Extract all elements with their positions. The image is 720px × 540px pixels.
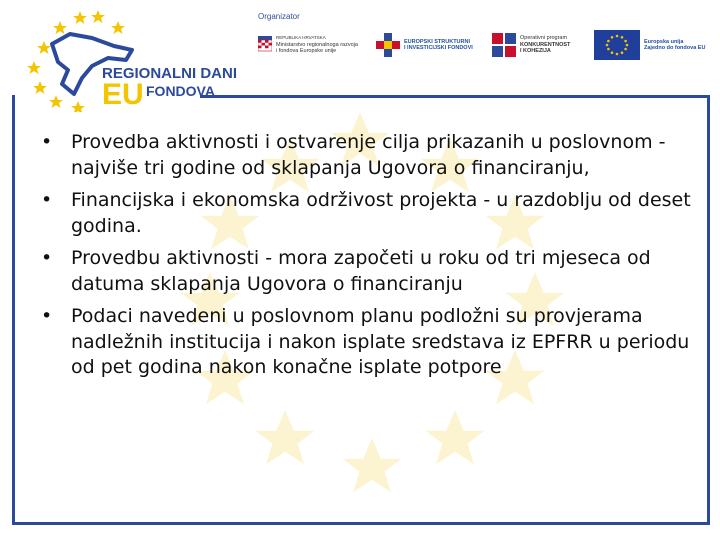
- logo-eu: EU: [102, 78, 144, 111]
- bullet-item: [38, 130, 698, 181]
- ministry-line2: Ministarstvo regionalnoga razvoja: [276, 41, 358, 48]
- bullet-item: [38, 304, 698, 381]
- bullet-dot: •: [41, 189, 53, 211]
- esif-squares-icon: [376, 33, 400, 57]
- regionalni-dani-logo: [22, 10, 252, 112]
- opkk-line2: KONKURENTNOST: [520, 41, 571, 48]
- eu-line1: Europska unija: [644, 38, 684, 45]
- opkk-squares-icon: [492, 33, 516, 57]
- eu-line2: Zajedno do fondova EU: [644, 45, 706, 51]
- bullet-list: [38, 130, 698, 381]
- opkk-logo: [492, 28, 570, 62]
- opkk-line1: Operativni program: [520, 35, 568, 42]
- ministry-logo: [258, 28, 358, 62]
- bullet-dot: •: [41, 305, 53, 327]
- bullet-text: Provedba aktivnosti i ostvarenje cilja prikazanih u poslovnom - najviše tri godine od sklapanja Ugovora o financiranju,: [71, 131, 666, 179]
- ministry-line1: REPUBLIKA HRVATSKA: [276, 35, 326, 41]
- slide-header: [0, 0, 720, 110]
- opkk-line3: I KOHEZIJA: [520, 48, 551, 55]
- bullet-item: [38, 246, 698, 297]
- slide-content: [38, 130, 698, 388]
- bullet-dot: •: [41, 247, 53, 269]
- bullet-text: Provedbu aktivnosti - mora započeti u roku od tri mjeseca od datuma sklapanja Ugovora o financiranju: [71, 247, 651, 295]
- eu-flag-icon: [594, 30, 640, 60]
- esif-line1: EUROPSKI STRUKTURNI: [404, 38, 471, 45]
- ministry-line3: i fondova Europske unije: [276, 48, 337, 55]
- logo-line2: FONDOVA: [146, 83, 215, 99]
- organizator-label: Organizator: [258, 12, 300, 21]
- esif-logo: [376, 28, 473, 62]
- bullet-text: Financijska i ekonomska održivost projekta - u razdoblju od deset godina.: [71, 189, 691, 237]
- eu-logo: [594, 28, 705, 62]
- esif-line2: I INVESTICIJSKI FONDOVI: [404, 45, 473, 51]
- bullet-item: [38, 188, 698, 239]
- bullet-dot: •: [41, 131, 53, 153]
- croatian-crest-icon: [258, 36, 272, 54]
- logo-line1: REGIONALNI DANI: [102, 65, 237, 82]
- bullet-text: Podaci navedeni u poslovnom planu podložni su provjerama nadležnih institucija i nakon isplate sredstava iz EPFRR u periodu od pet godina nakon konačne isplate potpore: [71, 305, 690, 378]
